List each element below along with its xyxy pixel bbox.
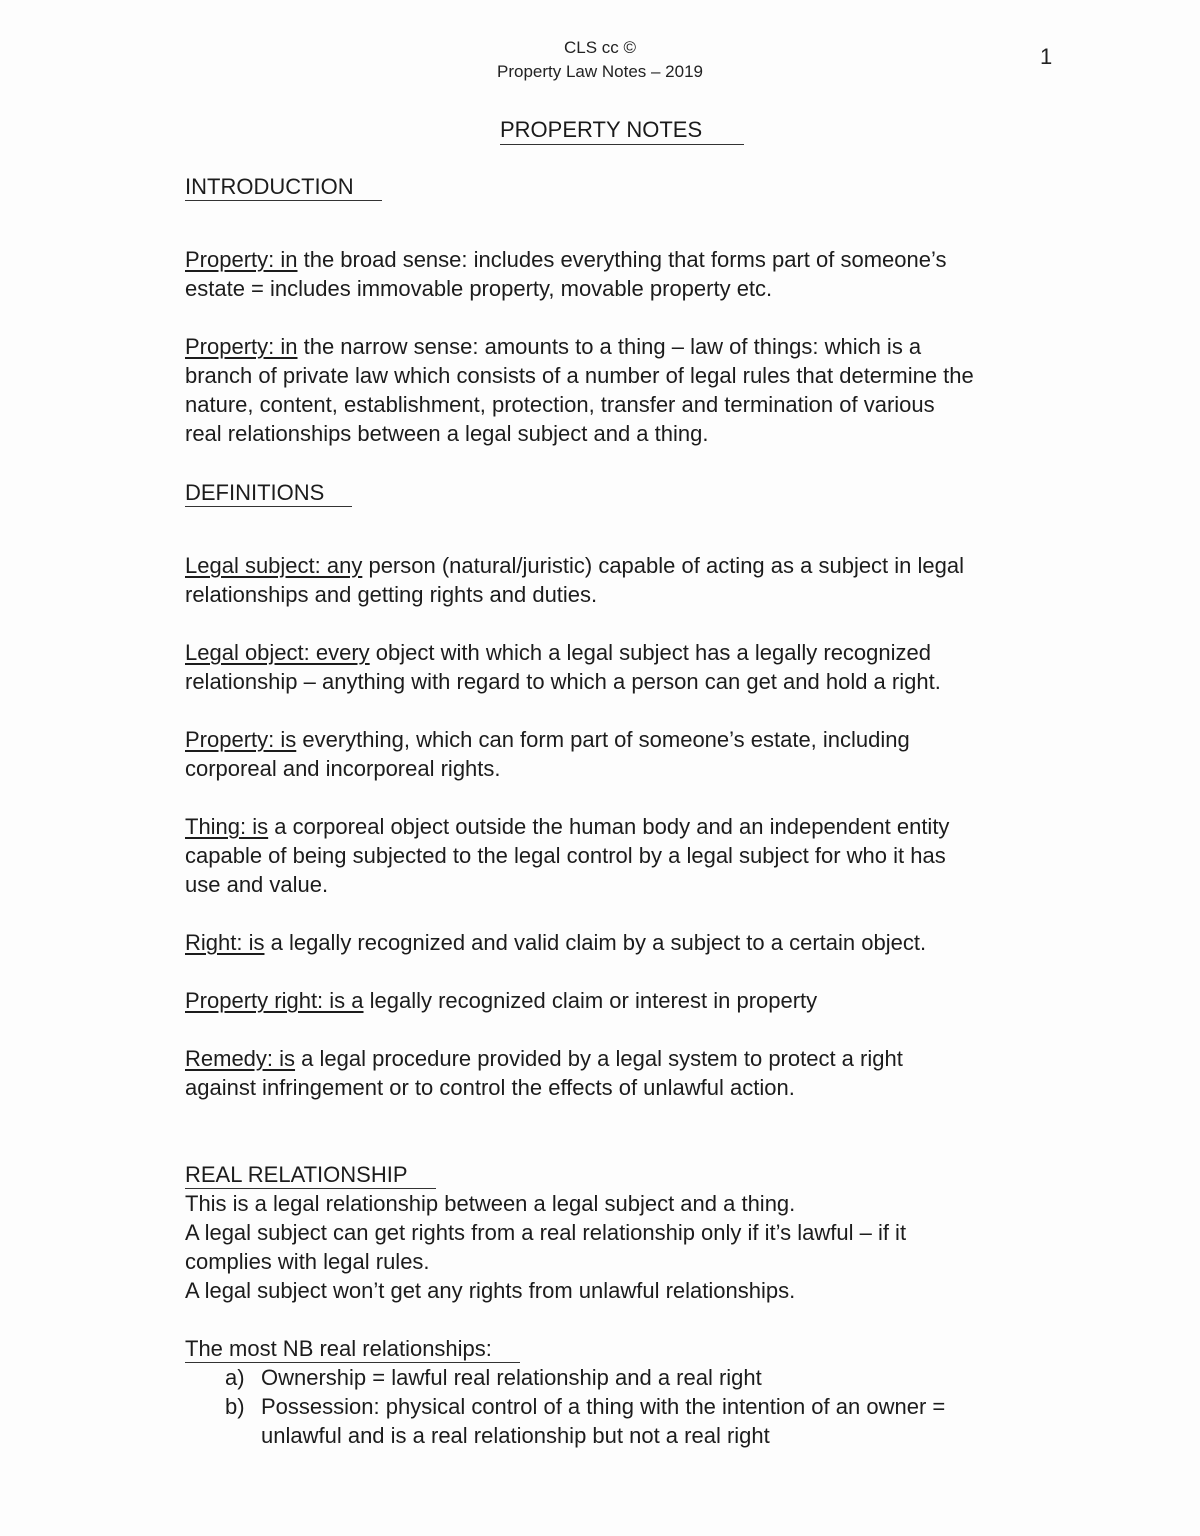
page-number: 1 [1040,44,1053,69]
header-company: CLS cc © [563,38,637,57]
definition-text: object with which a legal subject has a legally recognized relationship – anything with regard to which a person can get and hold a right. [185,640,941,694]
definition-text: person (natural/juristic) capable of acting as a subject in legal relationships and getting rights and duties. [185,553,965,607]
section-heading-introduction: INTRODUCTION [185,173,382,201]
definition-item [185,986,975,1015]
term: Property: in [185,334,298,359]
list-item [225,1363,975,1392]
definition-item [185,928,975,957]
paragraph-line: A legal subject can get rights from a real relationship only if it’s lawful – if it complies with legal rules. [185,1220,907,1274]
section-introduction [185,172,975,478]
definition-item [185,638,975,696]
definition-text: a legal procedure provided by a legal system to protect a right against infringement or to control the effects of unlawful action. [185,1046,903,1100]
paragraph [185,245,975,303]
section-heading-definitions: DEFINITIONS [185,479,352,507]
document-body [185,172,975,1450]
section-definitions [185,478,975,1160]
definition-term: Property right: is a [185,988,364,1013]
list-item-text: Possession: physical control of a thing with the intention of an owner = unlawful and is a real relationship but not a real right [261,1394,946,1448]
list-item-text: Ownership = lawful real relationship and a real right [261,1365,762,1390]
section-heading-real-relationship: REAL RELATIONSHIP [185,1161,436,1189]
paragraph-line: A legal subject won’t get any rights from unlawful relationships. [185,1278,796,1303]
paragraph-line: This is a legal relationship between a legal subject and a thing. [185,1191,796,1216]
definition-text: a legally recognized and valid claim by a subject to a certain object. [264,930,927,955]
header-subtitle: Property Law Notes – 2019 [496,62,703,81]
definition-text: everything, which can form part of someone’s estate, including corporeal and incorporeal rights. [185,727,910,781]
definition-item [185,1044,975,1102]
definition-item [185,812,975,899]
list-marker: a) [225,1365,245,1390]
list-marker: b) [225,1394,245,1419]
definition-term: Thing: is [185,814,269,839]
list-item [225,1392,975,1450]
definition-text: a corporeal object outside the human body and an independent entity capable of being subjected to the legal control by a legal subject for who it has use and value. [185,814,950,897]
document-title: PROPERTY NOTES [500,116,744,145]
nb-relationships-list [185,1363,975,1450]
section-real-relationship [185,1160,975,1450]
definition-term: Right: is [185,930,265,955]
definition-term: Remedy: is [185,1046,296,1071]
definition-term: Legal object: every [185,640,370,665]
paragraph [185,332,975,448]
definition-item [185,551,975,609]
definition-text: legally recognized claim or interest in property [363,988,818,1013]
nb-relationships-heading: The most NB real relationships: [185,1335,520,1363]
page-header [0,36,1200,84]
term: Property: in [185,247,298,272]
definition-item [185,725,975,783]
paragraph-text: the narrow sense: amounts to a thing – law of things: which is a branch of private law which consists of a number of legal rules that determine the nature, content, establishment, protection, transfer and termination of various real relationships between a legal subject and a thing. [185,334,974,446]
definition-term: Legal subject: any [185,553,363,578]
paragraph-text: the broad sense: includes everything that forms part of someone’s estate = includes immovable property, movable property etc. [185,247,947,301]
definition-term: Property: is [185,727,297,752]
